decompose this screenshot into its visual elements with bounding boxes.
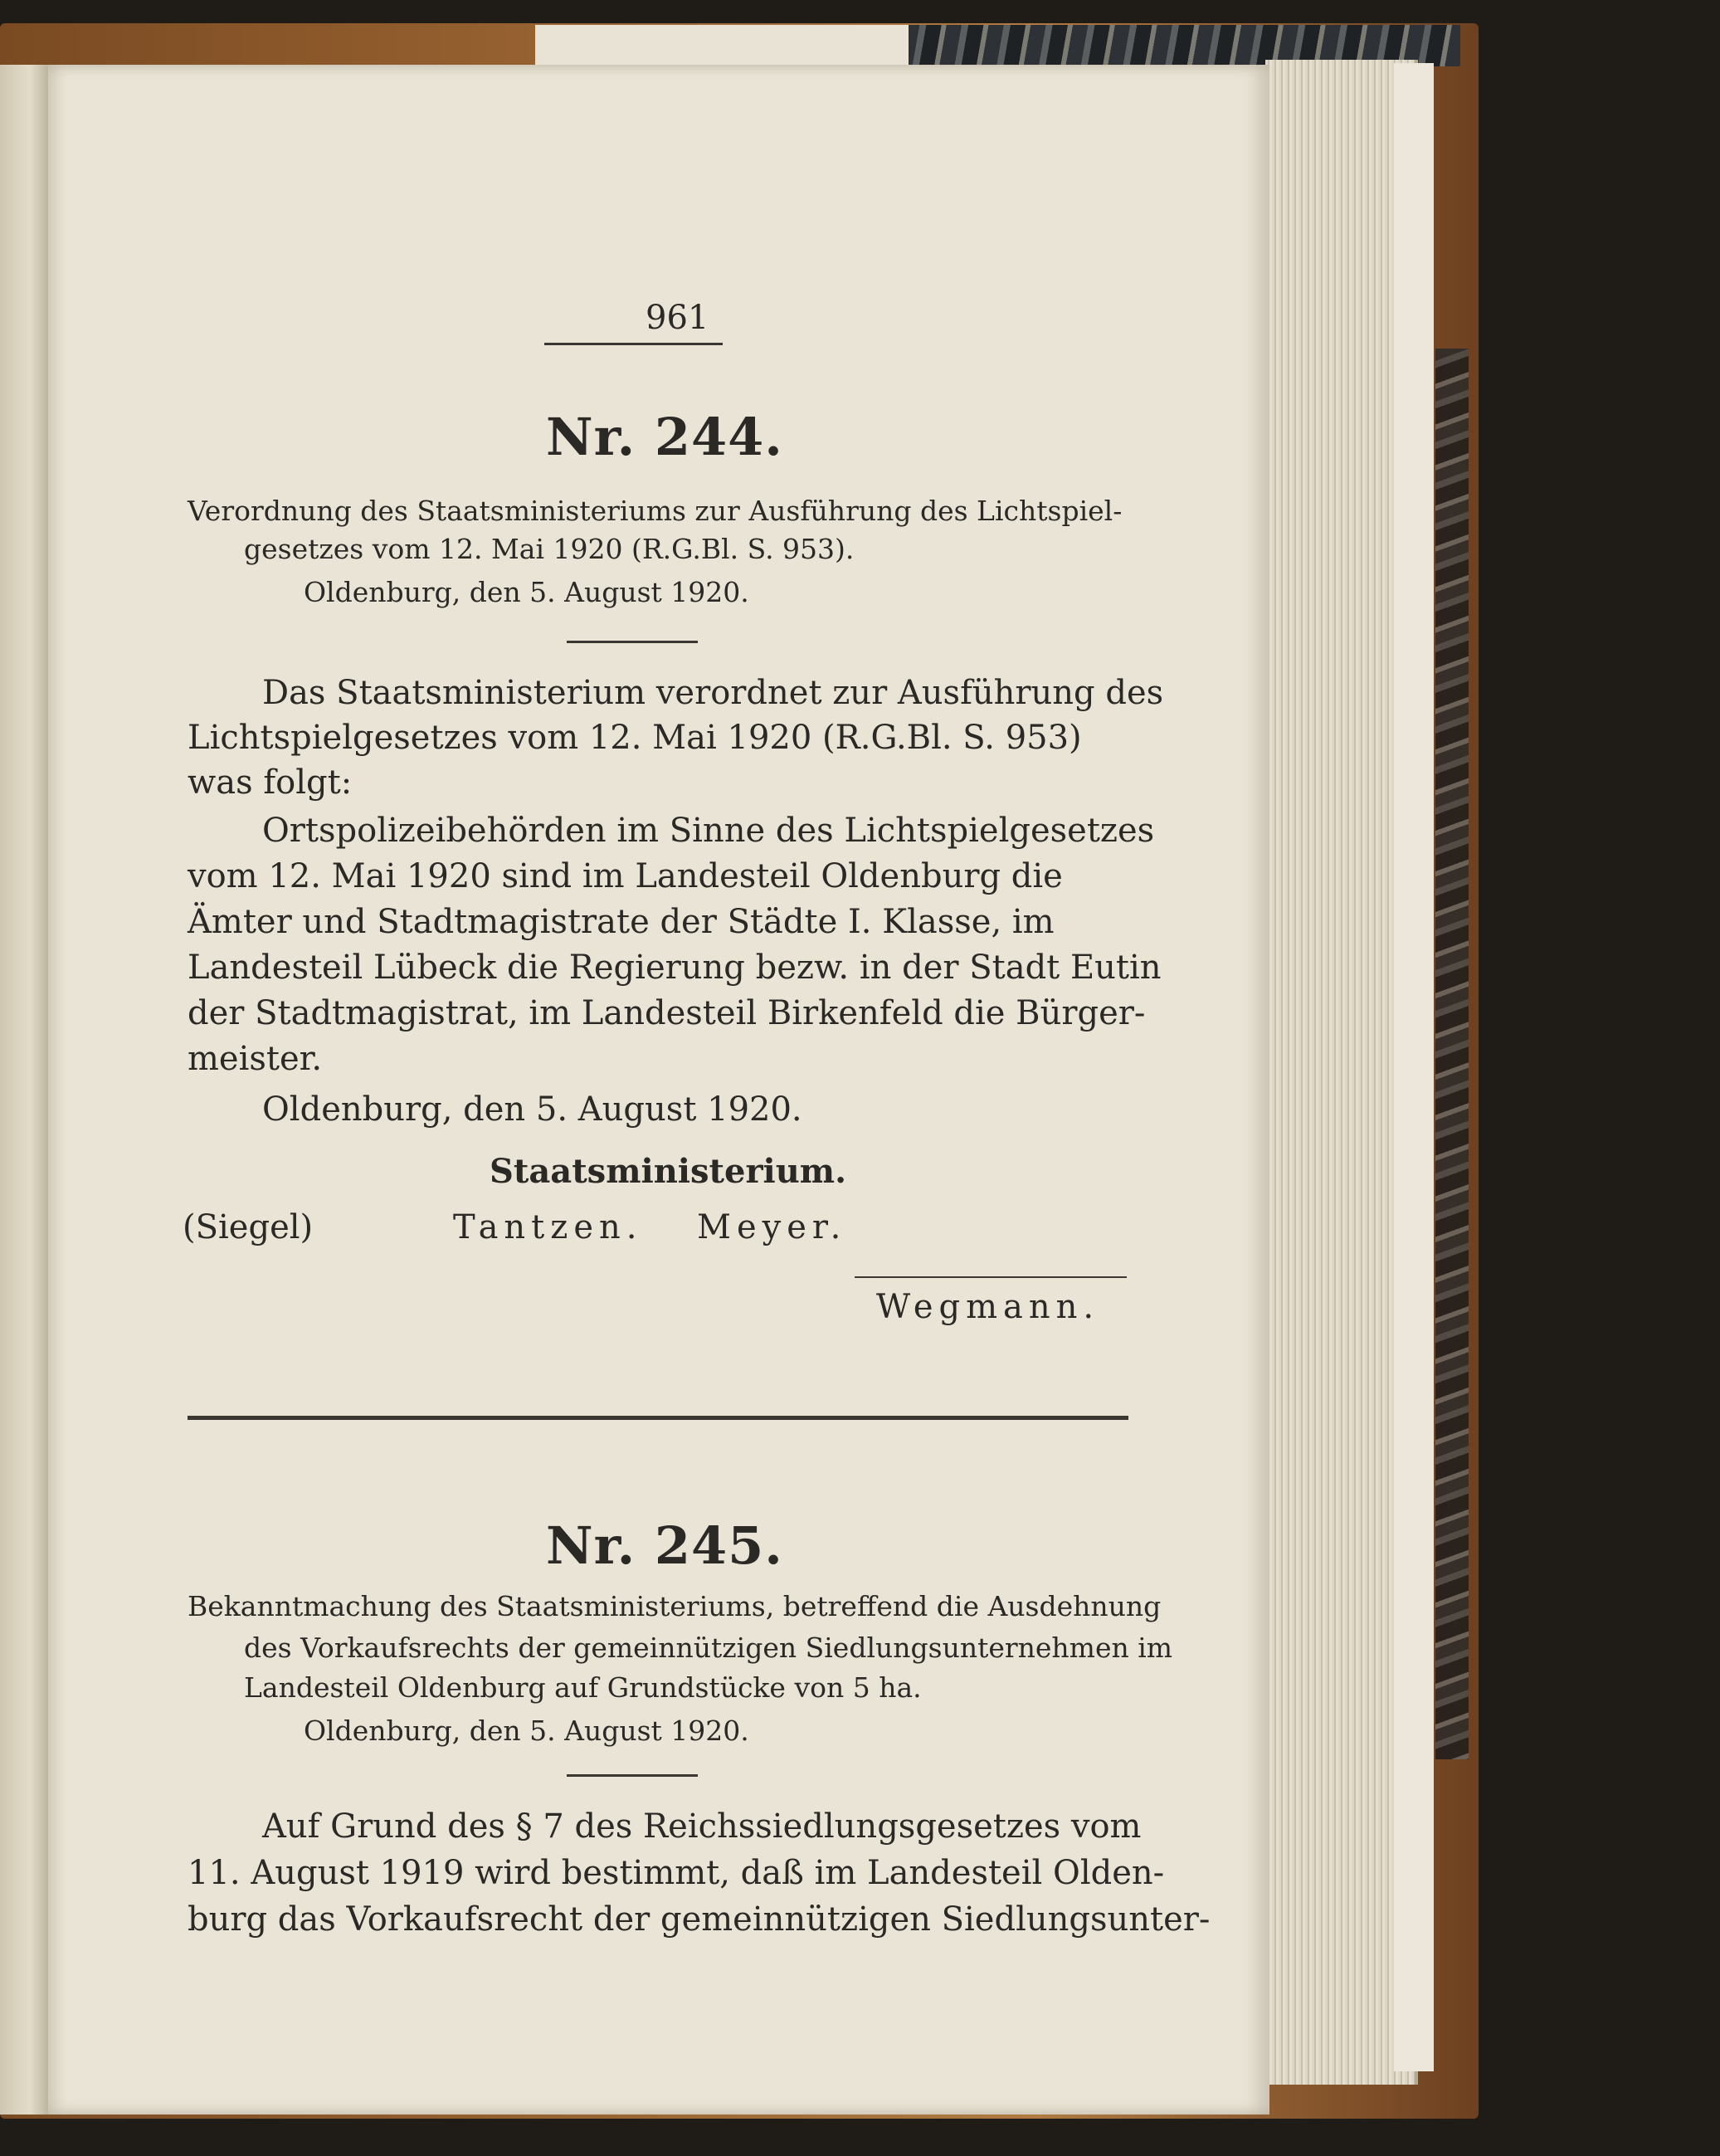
body-line: Ämter und Stadtmagistrate der Städte I. Klasse, im <box>188 903 1055 941</box>
page-white-edge <box>1394 63 1434 2071</box>
page-number: 961 <box>646 299 709 337</box>
section-title-line: Landesteil Oldenburg auf Grundstücke von 5 ha. <box>244 1671 922 1704</box>
marbled-spine-edge <box>1435 349 1469 1759</box>
body-line: meister. <box>188 1040 323 1078</box>
seal-label: (Siegel) <box>183 1208 314 1246</box>
section-divider <box>567 1774 698 1777</box>
section-title-line: Verordnung des Staatsministeriums zur Ausführung des Lichtspiel- <box>188 495 1123 527</box>
section-place-date: Oldenburg, den 5. August 1920. <box>304 576 749 608</box>
section-place-date: Oldenburg, den 5. August 1920. <box>304 1715 749 1747</box>
body-line: 11. August 1919 wird bestimmt, daß im Landesteil Olden- <box>188 1854 1165 1892</box>
section-separator <box>188 1416 1128 1420</box>
document-page <box>48 65 1269 2115</box>
body-line: Lichtspielgesetzes vom 12. Mai 1920 (R.G.Bl. S. 953) <box>188 719 1082 757</box>
body-line: Landesteil Lübeck die Regierung bezw. in der Stadt Eutin <box>188 949 1162 987</box>
section-title-line: gesetzes vom 12. Mai 1920 (R.G.Bl. S. 953). <box>244 533 855 565</box>
section-number: Nr. 245. <box>546 1515 783 1576</box>
page-number-rule <box>544 343 723 345</box>
body-line: Das Staatsministerium verordnet zur Ausführung des <box>262 674 1164 712</box>
signature-rule <box>855 1276 1127 1278</box>
body-line: der Stadtmagistrat, im Landesteil Birkenfeld die Bürger- <box>188 994 1146 1032</box>
section-divider <box>567 641 698 643</box>
body-line: was folgt: <box>188 763 353 802</box>
closing-date: Oldenburg, den 5. August 1920. <box>262 1090 802 1129</box>
section-title-line: Bekanntmachung des Staatsministeriums, betreffend die Ausdehnung <box>188 1590 1162 1622</box>
left-page-edge <box>0 65 50 2115</box>
body-line: Auf Grund des § 7 des Reichssiedlungsgesetzes vom <box>262 1807 1142 1846</box>
signature-name: Meyer. <box>697 1208 847 1246</box>
body-line: burg das Vorkaufsrecht der gemeinnützigen Siedlungsunter- <box>188 1900 1211 1939</box>
paper-tab <box>535 25 909 68</box>
section-number: Nr. 244. <box>546 407 783 467</box>
section-title-line: des Vorkaufsrechts der gemeinnützigen Siedlungsunternehmen im <box>244 1632 1173 1664</box>
signature-name: Wegmann. <box>876 1288 1100 1326</box>
body-line: vom 12. Mai 1920 sind im Landesteil Oldenburg die <box>188 857 1063 895</box>
body-line: Ortspolizeibehörden im Sinne des Lichtspielgesetzes <box>262 812 1155 850</box>
authority: Staatsministerium. <box>490 1152 847 1191</box>
signature-name: Tantzen. <box>453 1208 643 1246</box>
